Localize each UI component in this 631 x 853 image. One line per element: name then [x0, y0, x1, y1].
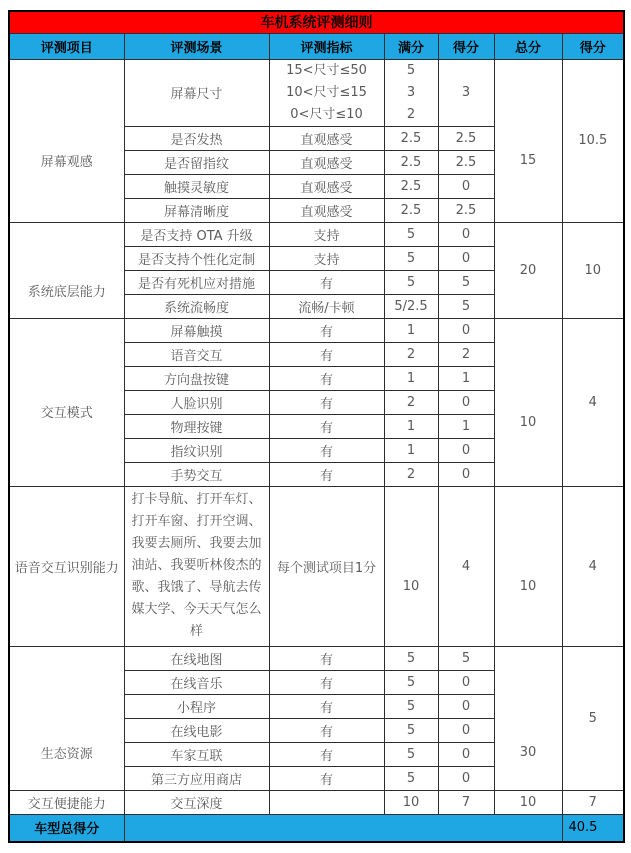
indicator-cell: 直观感受 [269, 126, 384, 150]
indicator-cell: 有 [269, 390, 384, 414]
scene-cell: 方向盘按键 [124, 366, 269, 390]
score-cell: 5 [438, 294, 494, 318]
group-score-cell: 4 [562, 318, 624, 486]
score-cell: 1 [438, 366, 494, 390]
project-cell: 屏幕观感 [9, 59, 124, 222]
scene-cell: 是否留指纹 [124, 150, 269, 174]
scene-cell: 手势交互 [124, 462, 269, 486]
header-row [9, 33, 624, 59]
full-score-cell: 10 [384, 790, 438, 814]
full-score-cell: 2 [384, 462, 438, 486]
scene-cell: 物理按键 [124, 414, 269, 438]
footer-total-score: 40.5 [562, 814, 624, 842]
indicator-cell: 有 [269, 318, 384, 342]
indicator-cell: 直观感受 [269, 198, 384, 222]
total-cell: 10 [494, 318, 562, 486]
project-cell: 交互便捷能力 [9, 790, 124, 814]
indicator-cell: 有 [269, 270, 384, 294]
full-score-line: 3 [406, 84, 416, 100]
indicator-cell: 有 [269, 742, 384, 766]
evaluation-table [8, 10, 625, 843]
score-cell: 5 [438, 646, 494, 670]
total-cell: 20 [494, 222, 562, 318]
score-cell: 3 [438, 59, 494, 126]
full-score-cell: 5 [384, 246, 438, 270]
header-total: 总分 [494, 33, 562, 59]
header-score: 得分 [438, 33, 494, 59]
full-score-cell: 1 [384, 318, 438, 342]
score-cell: 0 [438, 246, 494, 270]
full-score-cell: 1 [384, 366, 438, 390]
full-score-cell: 1 [384, 414, 438, 438]
indicator-line: 10<尺寸≤15 [286, 84, 367, 100]
indicator-cell: 有 [269, 694, 384, 718]
group-score-cell: 5 [562, 646, 624, 790]
full-score-cell: 2 [384, 342, 438, 366]
scene-cell: 在线地图 [124, 646, 269, 670]
header-indicator: 评测指标 [269, 33, 384, 59]
table-row [9, 59, 624, 126]
group-score-cell: 4 [562, 486, 624, 646]
total-cell: 15 [494, 59, 562, 222]
score-cell: 2.5 [438, 198, 494, 222]
header-scene: 评测场景 [124, 33, 269, 59]
score-cell: 0 [438, 766, 494, 790]
scene-cell: 屏幕清晰度 [124, 198, 269, 222]
full-score-line: 5 [406, 62, 416, 78]
full-score-cell: 2.5 [384, 174, 438, 198]
scene-cell: 交互深度 [124, 790, 269, 814]
score-cell: 0 [438, 694, 494, 718]
footer-row [9, 814, 624, 842]
header-project: 评测项目 [9, 33, 124, 59]
scene-cell: 是否有死机应对措施 [124, 270, 269, 294]
total-cell: 10 [494, 486, 562, 646]
score-cell: 0 [438, 718, 494, 742]
indicator-cell: 有 [269, 366, 384, 390]
scene-cell: 小程序 [124, 694, 269, 718]
score-cell: 2 [438, 342, 494, 366]
scene-cell: 是否支持个性化定制 [124, 246, 269, 270]
scene-cell: 第三方应用商店 [124, 766, 269, 790]
scene-cell: 语音交互 [124, 342, 269, 366]
indicator-line: 0<尺寸≤10 [290, 106, 363, 122]
indicator-cell: 有 [269, 342, 384, 366]
scene-cell: 车家互联 [124, 742, 269, 766]
evaluation-table-container [8, 10, 625, 843]
full-score-cell: 5 [384, 670, 438, 694]
scene-cell: 是否发热 [124, 126, 269, 150]
full-score-cell: 5 [384, 742, 438, 766]
indicator-cell: 有 [269, 462, 384, 486]
group-score-cell: 7 [562, 790, 624, 814]
indicator-cell: 有 [269, 646, 384, 670]
indicator-cell: 支持 [269, 246, 384, 270]
indicator-cell: 每个测试项目1分 [269, 486, 384, 646]
full-score-cell: 5/2.5 [384, 294, 438, 318]
full-score-cell: 2 [384, 390, 438, 414]
scene-cell: 屏幕尺寸 [124, 59, 269, 126]
full-score-cell: 5 [384, 718, 438, 742]
project-cell: 语音交互识别能力 [9, 486, 124, 646]
full-score-cell: 5 [384, 270, 438, 294]
scene-cell: 在线音乐 [124, 670, 269, 694]
scene-cell: 人脸识别 [124, 390, 269, 414]
table-row [9, 486, 624, 646]
scene-cell: 打卡导航、打开车灯、打开车窗、打开空调、我要去厕所、我要去加油站、我要听林俊杰的歌、我饿了、导航去传媒大学、今天天气怎么样 [124, 486, 269, 646]
score-cell: 0 [438, 318, 494, 342]
total-cell: 10 [494, 790, 562, 814]
indicator-cell [269, 790, 384, 814]
indicator-cell [269, 59, 384, 126]
scene-cell: 指纹识别 [124, 438, 269, 462]
full-score-cell [384, 59, 438, 126]
score-cell: 0 [438, 438, 494, 462]
score-cell: 0 [438, 670, 494, 694]
scene-cell: 在线电影 [124, 718, 269, 742]
indicator-cell: 有 [269, 438, 384, 462]
full-score-cell: 5 [384, 646, 438, 670]
indicator-cell: 有 [269, 766, 384, 790]
project-cell: 交互模式 [9, 318, 124, 486]
total-cell: 30 [494, 646, 562, 790]
full-score-cell: 1 [384, 438, 438, 462]
table-row [9, 318, 624, 342]
indicator-cell: 有 [269, 670, 384, 694]
header-group-score: 得分 [562, 33, 624, 59]
full-score-cell: 5 [384, 694, 438, 718]
group-score-cell: 10.5 [562, 59, 624, 222]
header-full-score: 满分 [384, 33, 438, 59]
score-cell: 0 [438, 222, 494, 246]
score-cell: 0 [438, 462, 494, 486]
score-cell: 1 [438, 414, 494, 438]
full-score-cell: 5 [384, 766, 438, 790]
score-cell: 7 [438, 790, 494, 814]
indicator-cell: 支持 [269, 222, 384, 246]
full-score-cell: 5 [384, 222, 438, 246]
indicator-cell: 直观感受 [269, 150, 384, 174]
indicator-cell: 有 [269, 414, 384, 438]
full-score-cell: 2.5 [384, 150, 438, 174]
indicator-cell: 有 [269, 718, 384, 742]
project-cell: 生态资源 [9, 646, 124, 790]
indicator-cell: 直观感受 [269, 174, 384, 198]
score-cell: 2.5 [438, 126, 494, 150]
table-title: 车机系统评测细则 [9, 11, 624, 33]
full-score-cell: 2.5 [384, 198, 438, 222]
scene-cell: 系统流畅度 [124, 294, 269, 318]
scene-cell: 屏幕触摸 [124, 318, 269, 342]
table-row [9, 646, 624, 670]
project-cell: 系统底层能力 [9, 222, 124, 318]
full-score-cell: 2.5 [384, 126, 438, 150]
scene-cell: 是否支持 OTA 升级 [124, 222, 269, 246]
table-row [9, 790, 624, 814]
group-score-cell: 10 [562, 222, 624, 318]
title-row [9, 11, 624, 33]
score-cell: 4 [438, 486, 494, 646]
footer-label: 车型总得分 [9, 814, 124, 842]
table-row [9, 222, 624, 246]
full-score-cell: 10 [384, 486, 438, 646]
scene-cell: 触摸灵敏度 [124, 174, 269, 198]
score-cell: 0 [438, 390, 494, 414]
score-cell: 0 [438, 742, 494, 766]
score-cell: 5 [438, 270, 494, 294]
indicator-line: 15<尺寸≤50 [286, 62, 367, 78]
score-cell: 2.5 [438, 150, 494, 174]
indicator-cell: 流畅/卡顿 [269, 294, 384, 318]
full-score-line: 2 [406, 106, 416, 122]
footer-spacer [124, 814, 562, 842]
score-cell: 0 [438, 174, 494, 198]
